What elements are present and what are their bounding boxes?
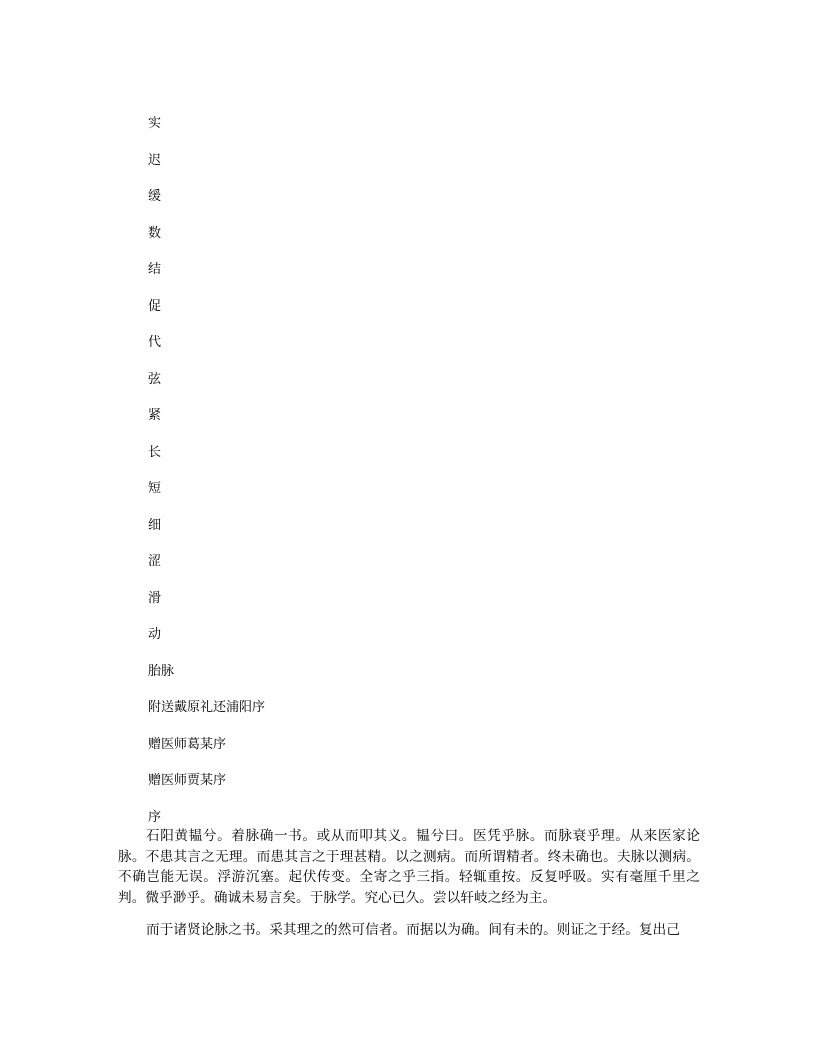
section-heading: 动 <box>148 627 162 642</box>
body-paragraph: 而于诸贤论脉之书。采其理之的然可信者。而据以为确。间有未的。则证之于经。复出己 <box>146 922 681 938</box>
section-heading: 迟 <box>148 152 162 168</box>
section-heading: 紧 <box>148 408 162 423</box>
section-heading: 数 <box>148 225 162 241</box>
section-heading: 促 <box>148 298 162 314</box>
preface-body <box>118 826 700 953</box>
section-heading: 弦 <box>148 371 162 387</box>
section-heading: 代 <box>148 335 162 350</box>
section-heading: 胎脉 <box>148 663 175 679</box>
section-heading: 结 <box>148 262 162 277</box>
section-heading: 细 <box>148 517 162 533</box>
section-heading: 长 <box>148 444 162 460</box>
section-heading: 滑 <box>148 590 162 606</box>
section-heading: 赠医师贾某序 <box>148 773 227 788</box>
body-paragraph: 石阳黄韫兮。着脉确一书。或从而叩其义。韫兮曰。医凭乎脉。而脉衰乎理。从来医家论脉。不患其言之无理。而患其言之于理甚精。以之测病。而所谓精者。终未确也。夫脉以测病。不确岂能无误。浮游沉塞。起伏传变。全寄之乎三指。轻辄重按。反复呼吸。实有毫厘千里之判。微乎渺乎。确诚未易言矣。于脉学。究心已久。尝以轩岐之经为主。 <box>118 828 700 906</box>
section-heading: 短 <box>148 481 162 496</box>
section-heading: 缓 <box>148 189 162 204</box>
section-heading: 序 <box>148 809 162 825</box>
section-heading: 赠医师葛某序 <box>148 736 227 752</box>
section-heading: 附送戴原礼还浦阳序 <box>148 700 266 715</box>
section-heading: 实 <box>148 116 162 131</box>
section-heading: 涩 <box>148 554 162 569</box>
section-heading-list <box>148 114 265 844</box>
